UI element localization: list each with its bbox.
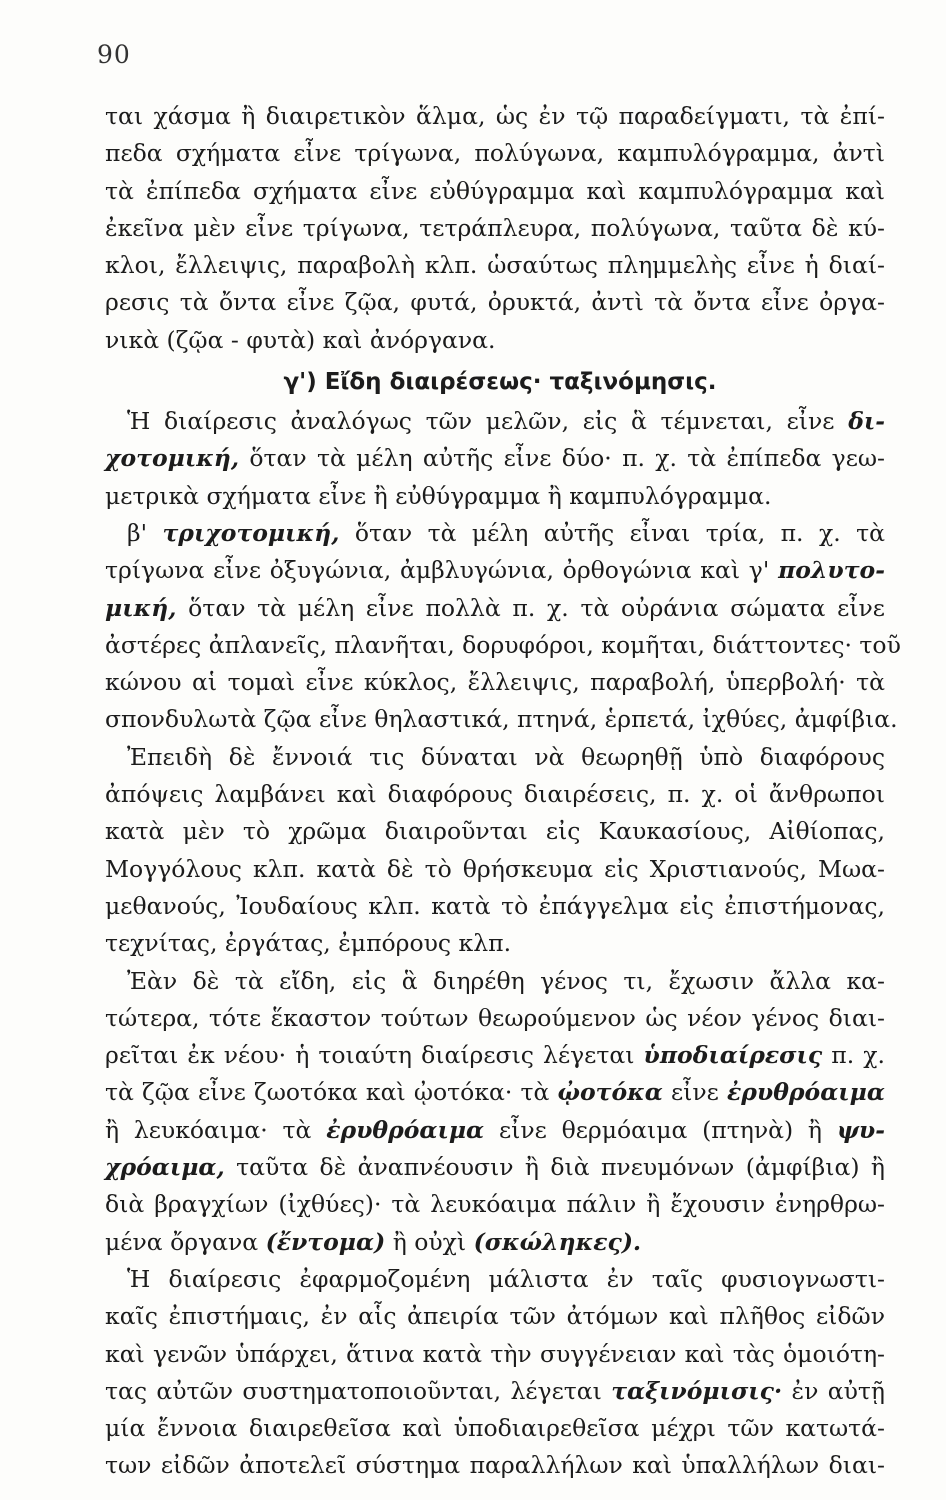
text-segment: τὰ ζῷα εἶνε ζωοτόκα καὶ ᾠοτόκα· τὰ [105,1078,550,1107]
text-line: μία ἔννοια διαιρεθεῖσα καὶ ὑποδιαιρεθεῖσα μέχρι τῶν κατωτά- [105,1414,885,1443]
text-line: κώνου αἱ τομαὶ εἶνε κύκλος, ἔλλειψις, παραβολή, ὑπερβολή· τὰ [105,668,885,697]
emphasized-term: (ἔντομα) [265,1227,386,1256]
text-line [105,1224,885,1261]
text-line: ται χάσμα ἢ διαιρετικὸν ἅλμα, ὡς ἐν τῷ παραδείγματι, τὰ ἐπί- [105,102,885,130]
text-segment: ἢ λευκόαιμα· τὰ [105,1115,312,1144]
page-body [105,98,901,1485]
text-segment: ὅταν τὰ μέλη εἶνε πολλὰ π. χ. τὰ οὐράνια σώματα εἶνε [188,593,885,622]
emphasized-term: χοτομική, [105,444,240,473]
text-line: Μογγόλους κλπ. κατὰ δὲ τὸ θρήσκευμα εἰς Χριστιανούς, Μωα- [105,854,885,883]
text-line [105,1373,885,1410]
text-line: κλοι, ἔλλειψις, παραβολὴ κλπ. ὡσαύτως πλημμελὴς εἶνε ἡ διαί- [105,251,885,280]
text-segment: εἶνε [670,1078,719,1107]
text-segment: εἶνε θερμόαιμα (πτηνὰ) ἢ [498,1115,823,1144]
text-segment: ὅταν τὰ μέλη αὐτῆς εἶναι τρία, π. χ. τὰ [354,518,885,547]
text-line: σπονδυλωτὰ ζῷα εἶνε θηλαστικά, πτηνά, ἑρπετά, ἰχθύες, ἀμφίβια. [105,705,898,734]
text-line: των εἰδῶν ἀποτελεῖ σύστημα παραλλήλων καὶ ὑπαλλήλων διαι- [105,1451,885,1480]
text-segment: ρεῖται ἐκ νέου· ἡ τοιαύτη διαίρεσις λέγεται [105,1041,635,1070]
text-line: τεχνίτας, ἐργάτας, ἐμπόρους κλπ. [105,929,512,958]
text-line: πεδα σχήματα εἶνε τρίγωνα, πολύγωνα, καμπυλόγραμμα, ἀντὶ [105,139,885,168]
text-line: κατὰ μὲν τὸ χρῶμα διαιροῦνται εἰς Καυκασίους, Αἰθίοπας, [105,817,885,846]
text-line: Ἐὰν δὲ τὰ εἴδη, εἰς ἃ διηρέθη γένος τι, ἔχωσιν ἄλλα κα- [127,966,885,995]
emphasized-term: πολυτο- [778,556,885,585]
emphasized-term: ψυ- [836,1115,885,1144]
emphasized-term: χρόαιμα, [105,1153,225,1182]
emphasized-term: ταξινόμισις· [611,1376,783,1405]
text-line: Ἐπειδὴ δὲ ἔννοιά τις δύναται νὰ θεωρηθῇ ὑπὸ διαφόρους [127,742,885,771]
emphasized-term: μική, [105,593,177,622]
text-line: μεθανούς, Ἰουδαίους κλπ. κατὰ τὸ ἐπάγγελμα εἰς ἐπιστήμονας, [105,891,885,920]
text-line: καὶ γενῶν ὑπάρχει, ἅτινα κατὰ τὴν συγγένειαν καὶ τὰς ὁμοιότη- [105,1339,885,1368]
page-number: 90 [97,40,131,69]
emphasized-term: δι- [848,407,885,436]
text-line [105,590,885,627]
section-heading: γ') Εἴδη διαιρέσεως· ταξινόμησις. [283,369,717,396]
text-line: ἀπόψεις λαμβάνει καὶ διαφόρους διαιρέσεις, π. χ. οἱ ἄνθρωποι [105,780,885,809]
text-segment: ταῦτα δὲ ἀναπνέουσιν ἢ διὰ πνευμόνων (ἀμφίβια) ἢ [236,1153,885,1182]
text-line [105,440,885,477]
text-line: ἀστέρες ἀπλανεῖς, πλανῆται, δορυφόροι, κομῆται, διάττοντες· τοῦ [105,630,901,659]
emphasized-term: τριχοτομική, [162,518,340,547]
text-line: νικὰ (ζῷα - φυτὰ) καὶ ἀνόργανα. [105,325,496,354]
text-segment: τρίγωνα εἶνε ὀξυγώνια, ἀμβλυγώνια, ὀρθογώνια καὶ γ' [105,556,770,585]
text-line: Ἡ διαίρεσις ἐφαρμοζομένη μάλιστα ἐν ταῖς φυσιογνωστι- [127,1264,885,1293]
text-line: διὰ βραγχίων (ἰχθύες)· τὰ λευκόαιμα πάλιν ἢ ἔχουσιν ἐνηρθρω- [105,1190,885,1219]
text-line: μετρικὰ σχήματα εἶνε ἢ εὐθύγραμμα ἢ καμπυλόγραμμα. [105,481,772,510]
text-segment: τας αὐτῶν συστηματοποιοῦνται, λέγεται [105,1376,602,1405]
emphasized-term: (σκώληκες). [473,1227,642,1256]
text-line [105,1074,885,1111]
text-segment: ὅταν τὰ μέλη αὐτῆς εἶνε δύο· π. χ. τὰ ἐπίπεδα γεω- [249,444,885,473]
text-line: ρεσις τὰ ὄντα εἶνε ζῷα, φυτά, ὀρυκτά, ἀντὶ τὰ ὄντα εἶνε ὀργα- [105,288,885,317]
text-line: καῖς ἐπιστήμαις, ἐν αἷς ἀπειρία τῶν ἀτόμων καὶ πλῆθος εἰδῶν [105,1302,885,1331]
emphasized-term: ὑποδιαίρεσις [643,1041,823,1070]
emphasized-term: ᾠοτόκα [557,1078,663,1107]
text-line [105,1112,885,1149]
text-segment: β' [127,518,148,547]
text-line [105,552,885,589]
text-segment: ἢ οὐχὶ [392,1227,467,1256]
text-line [105,1149,885,1186]
text-line: τὰ ἐπίπεδα σχήματα εἶνε εὐθύγραμμα καὶ καμπυλόγραμμα καὶ [105,176,885,205]
text-line [105,1037,885,1074]
text-line: ἐκεῖνα μὲν εἶνε τρίγωνα, τετράπλευρα, πολύγωνα, ταῦτα δὲ κύ- [105,213,885,242]
text-line [105,515,885,552]
text-segment: ἐν αὐτῇ [791,1376,885,1405]
text-segment: μένα ὄργανα [105,1227,259,1256]
text-segment: Ἡ διαίρεσις ἀναλόγως τῶν μελῶν, εἰς ἃ τέμνεται, εἶνε [127,407,835,436]
emphasized-term: ἐρυθρόαιμα [326,1115,485,1144]
text-line [105,403,885,440]
emphasized-term: ἐρυθρόαιμα [727,1078,885,1107]
text-line: τώτερα, τότε ἕκαστον τούτων θεωρούμενον ὡς νέον γένος διαι- [105,1003,885,1032]
text-segment: π. χ. [831,1041,885,1070]
